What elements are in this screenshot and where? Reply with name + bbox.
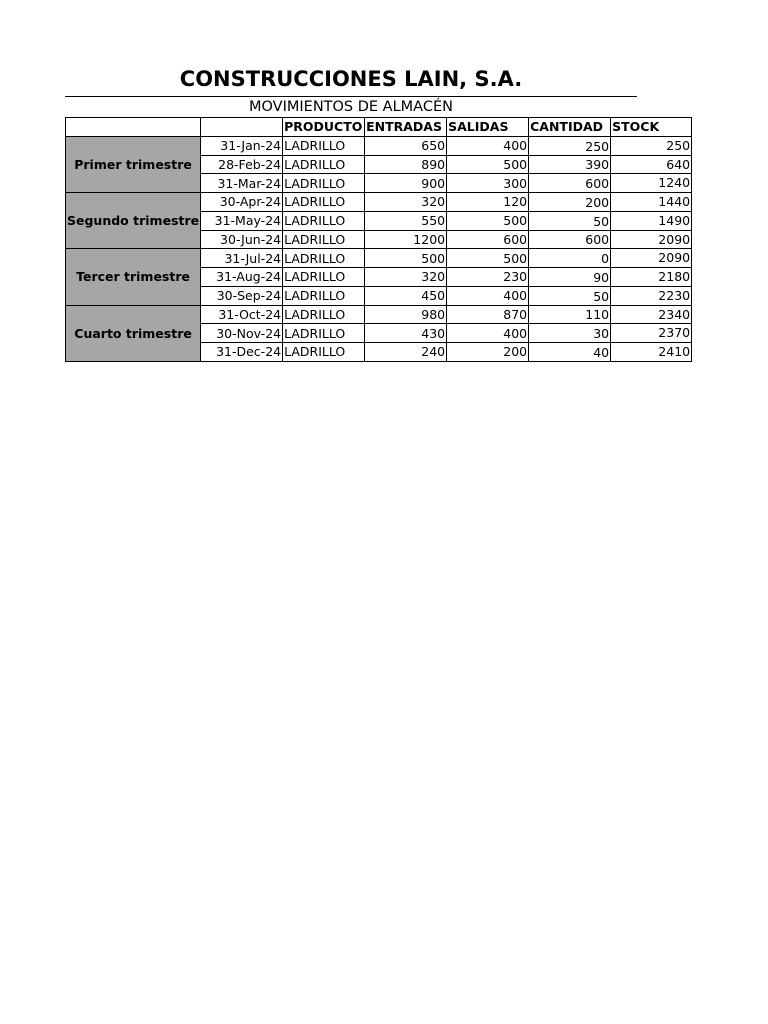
- cell-stock: 2370: [611, 324, 692, 343]
- cell-entradas: 890: [365, 155, 447, 174]
- header-salidas: SALIDAS: [447, 118, 529, 137]
- cell-producto: LADRILLO: [283, 136, 365, 155]
- cell-stock: 2340: [611, 305, 692, 324]
- cell-date: 31-Jul-24: [201, 249, 283, 268]
- cell-producto: LADRILLO: [283, 268, 365, 287]
- cell-producto: LADRILLO: [283, 193, 365, 212]
- quarter-label: Primer trimestre: [66, 136, 201, 192]
- cell-producto: LADRILLO: [283, 174, 365, 193]
- cell-cantidad: 600: [529, 174, 611, 193]
- cell-stock: 1490: [611, 211, 692, 230]
- cell-entradas: 650: [365, 136, 447, 155]
- cell-salidas: 300: [447, 174, 529, 193]
- cell-salidas: 500: [447, 211, 529, 230]
- cell-stock: 2410: [611, 343, 692, 362]
- cell-producto: LADRILLO: [283, 343, 365, 362]
- cell-date: 30-Nov-24: [201, 324, 283, 343]
- inventory-table: [65, 117, 692, 362]
- cell-cantidad: 200: [529, 193, 611, 212]
- cell-cantidad: 40: [529, 343, 611, 362]
- cell-salidas: 120: [447, 193, 529, 212]
- cell-stock: 1240: [611, 174, 692, 193]
- cell-date: 28-Feb-24: [201, 155, 283, 174]
- cell-stock: 1440: [611, 193, 692, 212]
- cell-entradas: 450: [365, 286, 447, 305]
- cell-date: 31-Dec-24: [201, 343, 283, 362]
- cell-stock: 2230: [611, 286, 692, 305]
- table-row: [66, 249, 692, 268]
- cell-entradas: 430: [365, 324, 447, 343]
- cell-producto: LADRILLO: [283, 249, 365, 268]
- cell-stock: 250: [611, 136, 692, 155]
- cell-entradas: 980: [365, 305, 447, 324]
- cell-entradas: 500: [365, 249, 447, 268]
- cell-salidas: 870: [447, 305, 529, 324]
- header-stock: STOCK: [611, 118, 692, 137]
- table-row: [66, 305, 692, 324]
- cell-date: 31-May-24: [201, 211, 283, 230]
- table-row: [66, 193, 692, 212]
- cell-producto: LADRILLO: [283, 230, 365, 249]
- cell-salidas: 400: [447, 136, 529, 155]
- cell-salidas: 500: [447, 155, 529, 174]
- cell-salidas: 230: [447, 268, 529, 287]
- cell-date: 30-Apr-24: [201, 193, 283, 212]
- quarter-label: Segundo trimestre: [66, 193, 201, 249]
- cell-salidas: 600: [447, 230, 529, 249]
- header-blank-quarter: [66, 118, 201, 137]
- cell-date: 31-Jan-24: [201, 136, 283, 155]
- header-producto: PRODUCTO: [283, 118, 365, 137]
- cell-cantidad: 600: [529, 230, 611, 249]
- quarter-label: Cuarto trimestre: [66, 305, 201, 361]
- cell-date: 31-Mar-24: [201, 174, 283, 193]
- header-entradas: ENTRADAS: [365, 118, 447, 137]
- quarter-label: Tercer trimestre: [66, 249, 201, 305]
- header-date: [201, 118, 283, 137]
- cell-date: 30-Jun-24: [201, 230, 283, 249]
- cell-cantidad: 390: [529, 155, 611, 174]
- cell-date: 31-Aug-24: [201, 268, 283, 287]
- cell-cantidad: 30: [529, 324, 611, 343]
- cell-producto: LADRILLO: [283, 155, 365, 174]
- cell-cantidad: 50: [529, 286, 611, 305]
- cell-producto: LADRILLO: [283, 211, 365, 230]
- cell-stock: 2090: [611, 249, 692, 268]
- cell-salidas: 200: [447, 343, 529, 362]
- cell-salidas: 400: [447, 324, 529, 343]
- document-title: CONSTRUCCIONES LAIN, S.A.: [179, 67, 523, 91]
- cell-producto: LADRILLO: [283, 286, 365, 305]
- header-row: [66, 118, 692, 137]
- header-cantidad: CANTIDAD: [529, 118, 611, 137]
- table-row: [66, 136, 692, 155]
- cell-stock: 2090: [611, 230, 692, 249]
- cell-salidas: 500: [447, 249, 529, 268]
- cell-date: 30-Sep-24: [201, 286, 283, 305]
- cell-cantidad: 50: [529, 211, 611, 230]
- cell-date: 31-Oct-24: [201, 305, 283, 324]
- cell-entradas: 1200: [365, 230, 447, 249]
- cell-stock: 640: [611, 155, 692, 174]
- cell-producto: LADRILLO: [283, 305, 365, 324]
- cell-cantidad: 0: [529, 249, 611, 268]
- cell-entradas: 900: [365, 174, 447, 193]
- cell-entradas: 550: [365, 211, 447, 230]
- cell-salidas: 400: [447, 286, 529, 305]
- cell-producto: LADRILLO: [283, 324, 365, 343]
- document-subtitle: MOVIMIENTOS DE ALMACÉN: [249, 99, 453, 115]
- cell-entradas: 320: [365, 193, 447, 212]
- cell-cantidad: 90: [529, 268, 611, 287]
- cell-entradas: 240: [365, 343, 447, 362]
- cell-entradas: 320: [365, 268, 447, 287]
- cell-cantidad: 110: [529, 305, 611, 324]
- cell-cantidad: 250: [529, 136, 611, 155]
- cell-stock: 2180: [611, 268, 692, 287]
